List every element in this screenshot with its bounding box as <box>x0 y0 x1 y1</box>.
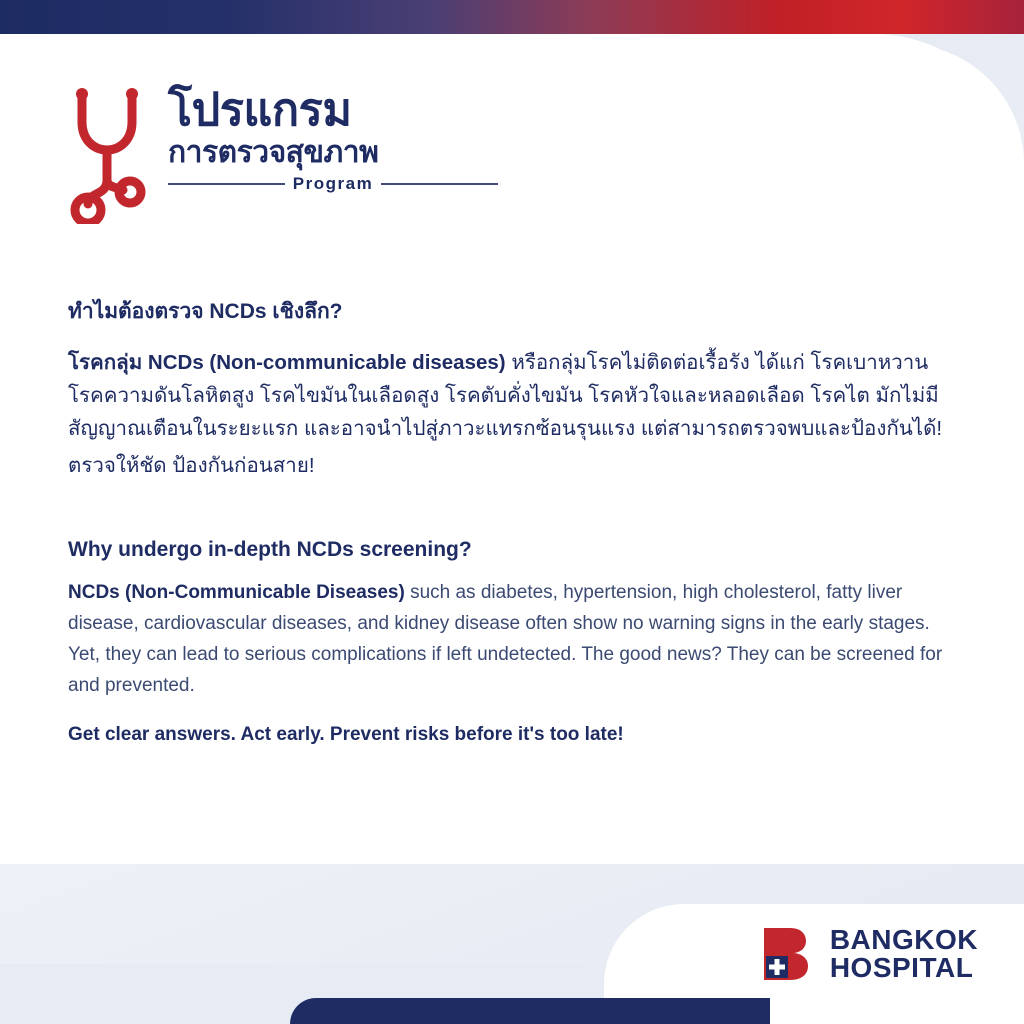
program-logo-text <box>168 86 498 194</box>
logo-divider-rule-2 <box>381 183 498 185</box>
program-logo-subword: Program <box>292 174 374 194</box>
logo-divider-rule <box>168 183 285 185</box>
thai-paragraph <box>68 346 958 446</box>
bangkok-hospital-wordmark <box>830 926 978 982</box>
english-paragraph-lead: NCDs (Non-Communicable Diseases) <box>68 582 405 604</box>
hospital-name-line1: BANGKOK <box>829 924 978 955</box>
bottom-navy-accent <box>290 998 770 1024</box>
program-logo-line2: การตรวจสุขภาพ <box>168 136 379 170</box>
program-logo <box>68 78 508 238</box>
top-gradient-bar <box>0 0 1024 34</box>
english-heading: Why undergo in-depth NCDs screening? <box>68 538 472 562</box>
english-paragraph <box>68 578 958 702</box>
stethoscope-icon <box>68 88 154 224</box>
thai-paragraph-lead: โรคกลุ่ม NCDs (Non-communicable diseases) <box>68 350 506 374</box>
program-logo-line1: โปรแกรม <box>168 84 352 135</box>
hospital-name-line2: HOSPITAL <box>829 952 974 983</box>
english-cta: Get clear answers. Act early. Prevent risks before it's too late! <box>68 724 624 746</box>
content-area <box>68 296 958 746</box>
thai-paragraph-rest: หรือกลุ่มโรคไม่ติดต่อเรื้อรัง ได้แก่ โรคเบาหวาน โรคความดันโลหิตสูง โรคไขมันในเลือดสูง โรคตับคั่งไขมัน โรคหัวใจและหลอดเลือด โรคไต มักไม่มีสัญญาณเตือนในระยะแรก และอาจนำไปสู่ภาวะแทรกซ้อนรุนแรง แต่สามารถตรวจพบและป้องกันได้! <box>68 350 943 440</box>
thai-heading: ทำไมต้องตรวจ NCDs เชิงลึก? <box>68 300 343 323</box>
english-paragraph-rest: such as diabetes, hypertension, high cholesterol, fatty liver disease, cardiovascular diseases, and kidney disease often show no warning signs in the early stages. Yet, they can lead to serious complications if left undetected. The good news? They can be screened for and prevented. <box>68 582 943 697</box>
bangkok-hospital-logo <box>760 926 978 982</box>
program-logo-subline <box>168 174 498 194</box>
thai-cta: ตรวจให้ชัด ป้องกันก่อนสาย! <box>68 454 315 478</box>
bangkok-hospital-mark-icon <box>760 926 816 982</box>
